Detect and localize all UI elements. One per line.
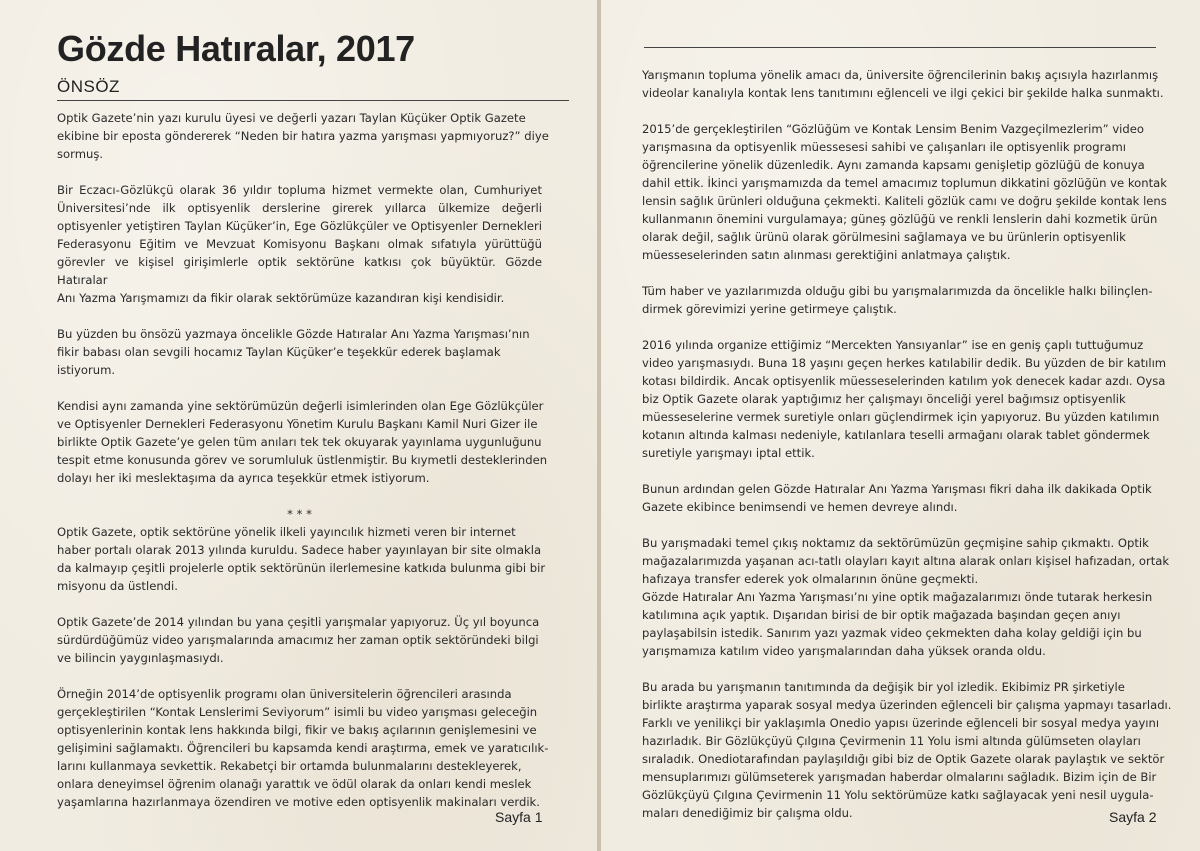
page-1-body xyxy=(57,109,549,811)
paragraph-line: haber portalı olarak 2013 yılında kuruldu. Sadece haber yayınlayan bir site olmakla xyxy=(57,543,542,557)
paragraph-line: fikir babası olan sevgili hocamız Taylan Küçüker’e teşekkür ederek başlamak xyxy=(57,345,501,359)
paragraph-line: misyonu da üstlendi. xyxy=(57,579,178,593)
paragraph-line: onlara deneyimsel öğrenim olanağı yarattık ve ödül olarak da onları kendi meslek xyxy=(57,777,532,791)
paragraph-line: sormuş. xyxy=(57,147,104,161)
paragraph-line: kotanın altında kalması nedeniyle, katılanlara teselli armağanı olarak tablet göndermek xyxy=(642,428,1150,442)
paragraph-line: gerçekleştirilen “Kontak Lenslerimi Seviyorum” isimli bu video yarışması geleceğin xyxy=(57,705,538,719)
paragraph-line: yarışmamıza katılım video yarışmalarından daha yüksek oranda oldu. xyxy=(642,644,1046,658)
paragraph-line: * * * xyxy=(287,507,312,521)
paragraph-line: optisyenlerinin kontak lens hakkında bilgi, fikir ve bakış açılarının genişlemesini ve xyxy=(57,723,537,737)
paragraph-line: katılımına açık yaptık. Dışarıdan birisi de bir optik mağazada başından geçen anıyı xyxy=(642,608,1121,622)
paragraph-line: Bu arada bu yarışmanın tanıtımında da değişik bir yol izledik. Ekibimiz PR şirketiyle xyxy=(642,680,1125,694)
heading-rule xyxy=(57,100,569,101)
paragraph-line: videolar kanalıyla kontak lens tanıtımını eğlenceli ve ilgi çekici bir şekilde halka sunmaktı. xyxy=(642,86,1164,100)
paragraph-line: Optik Gazete’de 2014 yılından bu yana çeşitli yarışmalar yapıyoruz. Üç yıl boyunca xyxy=(57,615,540,629)
page-1 xyxy=(0,0,597,851)
paragraph-line: dolayı her iki meslektaşıma da ayrıca teşekkür etmek istiyorum. xyxy=(57,471,430,485)
paragraph-line: kotası bildirdik. Ancak optisyenlik müesseselerinden katılım yok denecek kadar azdı. Oysa xyxy=(642,374,1166,388)
paragraph-line: öğrencilerine yönelik düzenledik. Aynı zamanda kapsamı genişletip gözlüğü de konuya xyxy=(642,158,1145,172)
section-heading: ÖNSÖZ xyxy=(57,77,120,96)
paragraph-line: da kalmayıp çeşitli projelerle optik sektörünün ilerlemesine katkıda bulunma gibi bir xyxy=(57,561,546,575)
paragraph-line: Bu yüzden bu önsözü yazmaya öncelikle Gözde Hatıralar Anı Yazma Yarışması’nın xyxy=(57,327,530,341)
paragraph-line: 2016 yılında organize ettiğimiz “Mercekten Yansıyanlar” ise en geniş çaplı tuttuğumuz xyxy=(642,338,1144,352)
paragraph-line: larını kullanmaya sevkettik. Rekabetçi bir ortamda bulunmalarını destekleyerek, xyxy=(57,759,522,773)
paragraph-line: Anı Yazma Yarışmamızı da fikir olarak sektörümüze kazandıran kişi kendisidir. xyxy=(57,291,505,305)
paragraph-line: Bu yarışmadaki temel çıkış noktamız da sektörümüzün geçmişine sahip çıkmaktı. Optik xyxy=(642,536,1149,550)
paragraph-line: Kendisi aynı zamanda yine sektörümüzün değerli isimlerinden olan Ege Gözlükçüler xyxy=(57,399,544,413)
paragraph-line: Gözlükçüyü Çılgına Çevirmenin 11 Yolu sektörümüze katkı sağlayacak yeni nesil uygula- xyxy=(642,788,1154,802)
paragraph-line: dahil ettik. İkinci yarışmamızda da temel amacımız toplumun dikkatini gözlüğün ve kontak xyxy=(642,176,1167,190)
paragraph-line: suretiyle yarışmayı iptal ettik. xyxy=(642,446,815,460)
paragraph-line: mağazalarımızda yaşanan acı-tatlı olayları kayıt altına alarak onları kişisel hafızadan, ortak xyxy=(642,554,1170,568)
paragraph-line: mensuplarımızı gülümseterek yarışmadan haberdar olmalarını sağladık. Bizim için de Bir xyxy=(642,770,1157,784)
paragraph-line: paylaşabilsin istedik. Sanırım yazı yazmak video çekmekten daha kolay geldiği için bu xyxy=(642,626,1142,640)
page-2-body xyxy=(642,66,1172,822)
document-title: Gözde Hatıralar, 2017 xyxy=(57,28,415,69)
paragraph-line: video yarışmasıydı. Buna 18 yaşını geçen herkes katılabilir dedik. Bu yüzden de bir katılım xyxy=(642,356,1167,370)
page-2 xyxy=(601,0,1200,851)
paragraph-line: lensin sağlık ürünleri olduğuna çekmekti. Kaliteli gözlük camı ve doğru şekilde kontak lens xyxy=(642,194,1167,208)
paragraph-line: birlikte Optik Gazete’ye gelen tüm anıları tek tek okuyarak yayınlama uygunluğunu xyxy=(57,435,542,449)
paragraph-line: Gözde Hatıralar Anı Yazma Yarışması’nı yine optik mağazalarımızı önde tutarak herkesin xyxy=(642,590,1153,604)
paragraph-line: birlikte araştırma yaparak sosyal medya üzerinden eğlenceli bir çalışma yapmayı tasarladı. xyxy=(642,698,1172,712)
paragraph-line: yaşamlarına hazırlanmaya özendiren ve motive eden optisyenlik makinaları verdik. xyxy=(57,795,540,809)
paragraph-line: sıraladık. Onediotarafından paylaşıldığı gibi biz de Optik Gazete olarak paylaştık ve sektör xyxy=(642,752,1165,766)
paragraph-line: Örneğin 2014’de optisyenlik programı olan üniversitelerin öğrencileri arasında xyxy=(57,687,512,701)
paragraph-line: Tüm haber ve yazılarımızda olduğu gibi bu yarışmalarımızda da öncelikle halkı bilinçlen- xyxy=(642,284,1153,298)
paragraph-line: Optik Gazete’nin yazı kurulu üyesi ve değerli yazarı Taylan Küçüker Optik Gazete xyxy=(57,111,526,125)
paragraph-line: ve bilincin yaygınlaşmasıydı. xyxy=(57,651,224,665)
paragraph-line: ve Optisyenler Dernekleri Federasyonu Yönetim Kurulu Başkanı Kamil Nuri Gizer ile xyxy=(57,417,538,431)
paragraph-line: Bunun ardından gelen Gözde Hatıralar Anı Yazma Yarışması fikri daha ilk dakikada Optik xyxy=(642,482,1152,496)
paragraph-line: gelişimini sağlamaktı. Öğrencileri bu kapsamda kendi araştırma, emek ve yaratıcılık- xyxy=(57,741,549,755)
top-rule xyxy=(644,47,1156,48)
paragraph-line: Optik Gazete, optik sektörüne yönelik ilkeli yayıncılık hizmeti veren bir internet xyxy=(57,525,516,539)
paragraph-line: Gazete ekibince benimsendi ve hemen devreye alındı. xyxy=(642,500,958,514)
paragraph-line: tespit etme konusunda görev ve sorumluluk üstlenmiştir. Bu kıymetli desteklerinden xyxy=(57,453,548,467)
page-number: Sayfa 2 xyxy=(1109,809,1157,825)
paragraph-line: ekibine bir eposta göndererek “Neden bir hatıra yazma yarışması yapmıyoruz?” diye xyxy=(57,129,549,143)
paragraph-line: Yarışmanın topluma yönelik amacı da, üniversite öğrencilerinin bakış açısıyla hazırlanmış xyxy=(642,68,1159,82)
paragraph-line: kullanmanın önemini vurgulamaya; güneş gözlüğü ve renkli lenslerin dahi kozmetik ürün xyxy=(642,212,1158,226)
paragraph-line: dirmek görevimizi yerine getirmeye çalıştık. xyxy=(642,302,897,316)
page-number: Sayfa 1 xyxy=(495,809,543,825)
paragraph-line: hafızaya transfer ederek yok olmalarının önüne geçmekti. xyxy=(642,572,979,586)
paragraph-line: sürdürdüğümüz video yarışmalarında amacımız her zaman optik sektöründeki bilgi xyxy=(57,633,539,647)
paragraph-line: maları denediğimiz bir çalışma oldu. xyxy=(642,806,853,820)
paragraph-line: müesseselerinden satın alınması gerektiğini anlatmaya çalıştık. xyxy=(642,248,1011,262)
paragraph-line: Farklı ve yenilikçi bir yaklaşımla Onedio yapısı üzerinde eğlenceli bir sosyal medya yayını xyxy=(642,716,1160,730)
paragraph-line: 2015’de gerçekleştirilen “Gözlüğüm ve Kontak Lensim Benim Vazgeçilmezlerim” video xyxy=(642,122,1144,136)
paragraph-line: müesseselerine vermek suretiyle onları güçlendirmek için yapıyoruz. Bu yüzden katılımın xyxy=(642,410,1160,424)
paragraph-line: hazırladık. Bir Gözlükçüyü Çılgına Çevirmenin 11 Yolu ismi altında gülümseten olayları xyxy=(642,734,1141,748)
paragraph-line: biz Optik Gazete olarak yaptığımız her çalışmayı önceliği yerel bağımsız optisyenlik xyxy=(642,392,1126,406)
paragraph-line: istiyorum. xyxy=(57,363,116,377)
paragraph-line: yarışmasına da optisyenlik müessesesi sahibi ve çalışanları ile optisyenlik programı xyxy=(642,140,1126,154)
paragraph-line: olarak değil, sağlık ürünü olarak görülmesini sağlamaya ve bu ürünlerin optisyenlik xyxy=(642,230,1126,244)
paragraph-line: Bir Eczacı-Gözlükçü olarak 36 yıldır topluma hizmet vermekte olan, Cumhuriyet Üniversitesi’nde ilk optisyenlik derslerine girerek yıllarca ülkemize değerli optisyenler yetiştiren Taylan Küçüker’in, Ege Gözlükçüler ve Optisyenler Dernekleri Federasyonu Eğitim ve Mevzuat Komisyonu Başkanı olmak sıfatıyla yürüttüğü görevler ve kişisel girişimlerle optik sektörüne katkısı çok büyüktür. Gözde Hatıralar xyxy=(57,183,542,287)
